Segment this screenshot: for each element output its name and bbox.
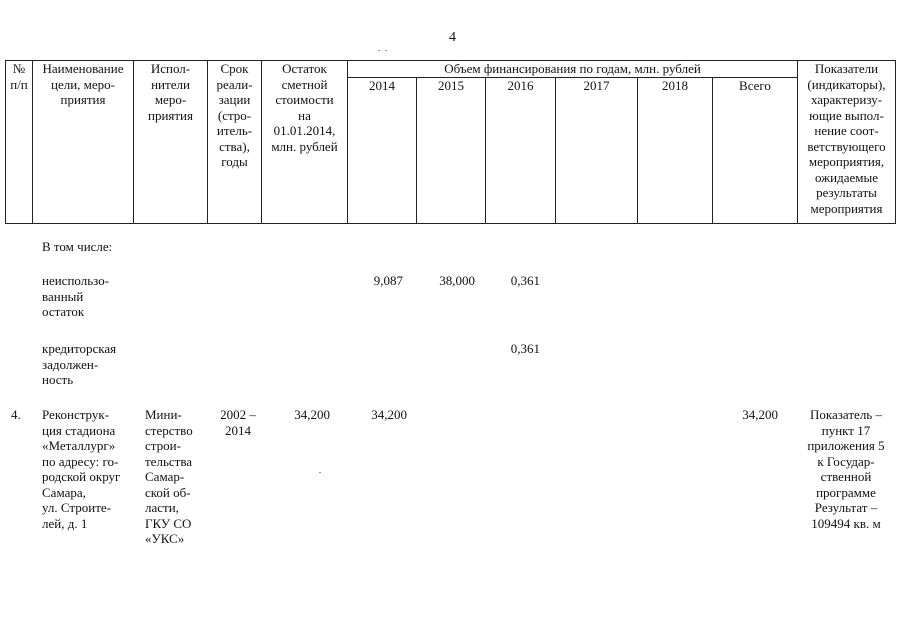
financing-table-header [5, 60, 896, 224]
including-label: В том числе: [42, 239, 113, 254]
row4-total-value: 34,200 [742, 407, 778, 422]
scan-speck [385, 50, 387, 51]
col-name-header: Наименование цели, меро- приятия [33, 61, 134, 224]
unused-2015-value: 38,000 [439, 273, 475, 288]
row4-name: Реконструк- ция стадиона «Металлург» по адресу: го- родской округ Самара, ул. Строите- лей, д. 1 [42, 407, 121, 531]
unused-2016-value: 0,361 [510, 273, 540, 288]
row4-term: 2002 – 2014 [220, 407, 256, 438]
page-number: 4 [449, 30, 456, 45]
year-header-2018: 2018 [638, 77, 713, 223]
col-term-header: Срок реали- зации (стро- итель- ства), годы [208, 61, 262, 224]
row4-2014-value: 34,200 [371, 407, 407, 422]
creditor-debt-label: кредиторская задолжен- ность [42, 341, 117, 387]
row4-indicators: Показатель – пункт 17 приложения 5 к Государ- ственной программе Результат – 109494 кв. м [807, 407, 885, 531]
col-indicators-header: Показатели (индикаторы), характеризу- ющие выпол- нение соот- ветствующего мероприятия, ожидаемые результаты мероприятия [798, 61, 896, 224]
scan-speck [378, 50, 380, 51]
financing-header: Объем финансирования по годам, млн. рублей [348, 61, 798, 78]
unused-remainder-label: неиспользо- ванный остаток [42, 273, 110, 319]
col-executors-header: Испол- нители меро- приятия [134, 61, 208, 224]
scan-speck [319, 472, 321, 473]
col-remainder-header: Остаток сметной стоимости на 01.01.2014, млн. рублей [262, 61, 348, 224]
row4-remainder: 34,200 [294, 407, 330, 422]
year-header-2015: 2015 [417, 77, 486, 223]
unused-2014-value: 9,087 [373, 273, 403, 288]
year-header-2017: 2017 [556, 77, 638, 223]
debt-2016-value: 0,361 [510, 341, 540, 356]
col-num-header: № п/п [6, 61, 33, 224]
row4-number: 4. [11, 407, 21, 422]
year-header-2016: 2016 [486, 77, 556, 223]
row4-executors: Мини- стерство строи- тельства Самар- ской об- ласти, ГКУ СО «УКС» [145, 407, 193, 546]
year-header-2014: 2014 [348, 77, 417, 223]
year-header-total: Всего [713, 77, 798, 223]
